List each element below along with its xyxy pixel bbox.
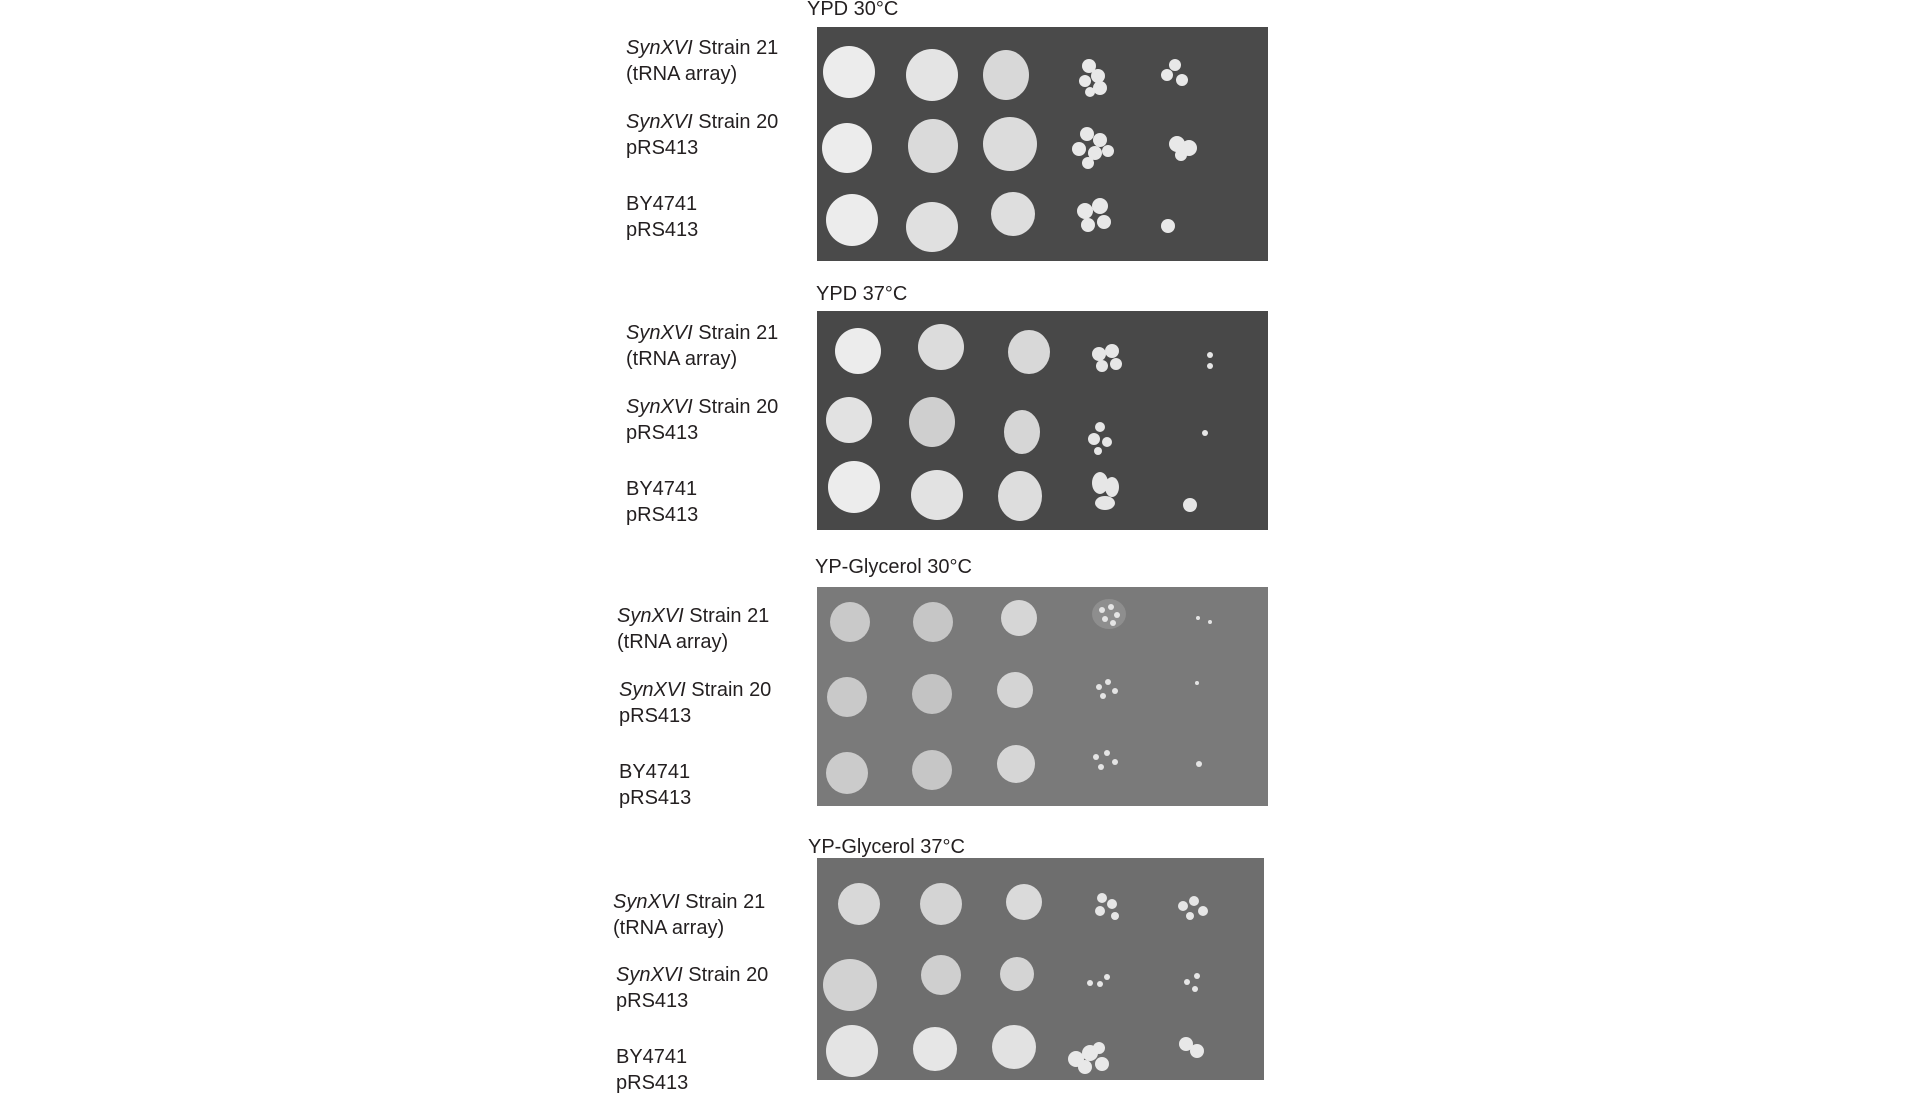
colony	[1196, 761, 1202, 767]
strain-name-italic: SynXVI	[619, 679, 686, 701]
colony-spots	[817, 587, 1268, 806]
strain-label-by4741	[626, 191, 698, 243]
colony	[1095, 496, 1115, 510]
colony	[1093, 133, 1107, 147]
colony-spot	[912, 674, 952, 714]
strain-plasmid: pRS413	[626, 504, 699, 526]
colony-spot	[921, 955, 961, 995]
strain-plasmid: pRS413	[619, 787, 692, 809]
colony-spot	[983, 117, 1037, 171]
strain-name-rest: Strain 20	[682, 964, 769, 986]
colony-spot	[997, 672, 1033, 708]
colony	[1097, 215, 1111, 229]
colony-spot	[912, 750, 952, 790]
colony	[1094, 447, 1102, 455]
strain-plasmid: pRS413	[626, 137, 699, 159]
colony	[1104, 974, 1110, 980]
strain-plasmid: pRS413	[626, 422, 699, 444]
colony	[1186, 912, 1194, 920]
colony	[1169, 59, 1181, 71]
colony-spot	[838, 883, 880, 925]
colony	[1110, 620, 1116, 626]
colony-spot	[1000, 957, 1034, 991]
colony-spot	[826, 752, 868, 794]
strain-label-strain21	[613, 889, 765, 941]
colony-spots	[817, 858, 1264, 1080]
colony	[1077, 203, 1093, 219]
panel-title-ypglycerol-37: YP-Glycerol 37°C	[808, 836, 965, 858]
colony	[1112, 688, 1118, 694]
colony	[1095, 1057, 1109, 1071]
strain-name-italic: SynXVI	[626, 322, 693, 344]
strain-name-rest: Strain 21	[683, 605, 770, 627]
colony	[1208, 620, 1212, 624]
colony-spot	[918, 324, 964, 370]
colony	[1096, 684, 1102, 690]
strain-plasmid: (tRNA array)	[626, 348, 738, 370]
colony	[1082, 157, 1094, 169]
strain-name-rest: Strain 20	[685, 679, 772, 701]
colony	[1110, 358, 1122, 370]
plate-photo-ypd-37	[817, 311, 1268, 530]
colony-spots	[817, 311, 1268, 530]
colony	[1189, 896, 1199, 906]
strain-name-rest: BY4741	[619, 761, 691, 783]
colony	[1175, 149, 1187, 161]
colony-spot	[997, 745, 1035, 783]
plate-photo-ypd-30	[817, 27, 1268, 261]
colony	[1178, 901, 1188, 911]
colony	[1102, 616, 1108, 622]
colony	[1107, 899, 1117, 909]
strain-plasmid: (tRNA array)	[613, 917, 725, 939]
strain-plasmid: pRS413	[616, 1072, 689, 1094]
colony	[1196, 616, 1200, 620]
colony	[1183, 498, 1197, 512]
colony-spot	[1004, 410, 1040, 454]
strain-name-italic: SynXVI	[626, 111, 693, 133]
strain-plasmid: pRS413	[626, 219, 699, 241]
colony	[1190, 1044, 1204, 1058]
colony-spot	[823, 959, 877, 1011]
strain-label-strain21	[626, 35, 778, 87]
colony-spot	[909, 397, 955, 447]
strain-name-italic: SynXVI	[617, 605, 684, 627]
plate-photo-ypglycerol-30	[817, 587, 1268, 806]
colony	[1091, 69, 1105, 83]
colony-spot	[920, 883, 962, 925]
colony	[1087, 980, 1093, 986]
colony-spot	[826, 397, 872, 443]
plate-background	[817, 27, 1268, 261]
colony	[1092, 347, 1106, 361]
colony	[1207, 352, 1213, 358]
colony	[1105, 679, 1111, 685]
colony	[1099, 607, 1105, 613]
strain-name-rest: Strain 21	[692, 37, 779, 59]
colony-spot	[1008, 330, 1050, 374]
colony-spot	[835, 328, 881, 374]
colony-spot	[992, 1025, 1036, 1069]
colony	[1072, 142, 1086, 156]
colony-spot	[826, 1025, 878, 1077]
colony	[1078, 1060, 1092, 1074]
strain-label-strain20	[626, 394, 778, 446]
strain-label-by4741	[616, 1044, 688, 1096]
colony	[1097, 981, 1103, 987]
colony	[1114, 612, 1120, 618]
colony-spot	[906, 202, 958, 252]
strain-label-strain20	[626, 109, 778, 161]
colony-spot	[906, 49, 958, 101]
panel-title-ypd-37: YPD 37°C	[816, 283, 908, 305]
colony	[1100, 693, 1106, 699]
colony-spot	[991, 192, 1035, 236]
strain-label-strain21	[617, 603, 769, 655]
colony	[1195, 681, 1199, 685]
plate-photo-ypglycerol-37	[817, 858, 1264, 1080]
strain-plasmid: (tRNA array)	[626, 63, 738, 85]
colony-spot	[830, 602, 870, 642]
colony	[1098, 764, 1104, 770]
colony	[1092, 198, 1108, 214]
strain-plasmid: (tRNA array)	[617, 631, 729, 653]
strain-name-italic: SynXVI	[626, 396, 693, 418]
strain-label-strain21	[626, 320, 778, 372]
colony	[1088, 433, 1100, 445]
panel-title-ypd-30: YPD 30°C	[807, 0, 899, 20]
colony	[1093, 1042, 1105, 1054]
colony-spots	[817, 27, 1268, 261]
strain-name-italic: SynXVI	[626, 37, 693, 59]
colony	[1105, 477, 1119, 497]
strain-plasmid: pRS413	[619, 705, 692, 727]
colony-spot	[998, 471, 1042, 521]
colony-spot	[1001, 600, 1037, 636]
strain-name-rest: Strain 21	[679, 891, 766, 913]
colony	[1096, 360, 1108, 372]
strain-name-rest: BY4741	[626, 478, 698, 500]
colony-spot	[823, 46, 875, 98]
colony	[1095, 906, 1105, 916]
colony	[1192, 986, 1198, 992]
strain-plasmid: pRS413	[616, 990, 689, 1012]
colony-cluster	[1092, 599, 1126, 629]
colony	[1085, 87, 1095, 97]
strain-name-italic: SynXVI	[616, 964, 683, 986]
colony	[1102, 145, 1114, 157]
panel-title-ypglycerol-30: YP-Glycerol 30°C	[815, 556, 972, 578]
colony-spot	[826, 194, 878, 246]
colony-spot	[827, 677, 867, 717]
strain-name-rest: BY4741	[616, 1046, 688, 1068]
strain-name-italic: SynXVI	[613, 891, 680, 913]
colony	[1207, 363, 1213, 369]
colony	[1095, 422, 1105, 432]
colony	[1093, 81, 1107, 95]
strain-label-by4741	[626, 476, 698, 528]
strain-name-rest: Strain 21	[692, 322, 779, 344]
colony-spot	[913, 1027, 957, 1071]
colony-spot	[828, 461, 880, 513]
plate-background	[817, 587, 1268, 806]
colony	[1080, 127, 1094, 141]
colony	[1202, 430, 1208, 436]
colony	[1161, 69, 1173, 81]
colony	[1161, 219, 1175, 233]
colony-spot	[911, 470, 963, 520]
colony-spot	[1006, 884, 1042, 920]
colony	[1105, 344, 1119, 358]
colony	[1081, 218, 1095, 232]
strain-name-rest: Strain 20	[692, 396, 779, 418]
colony	[1112, 759, 1118, 765]
colony	[1176, 74, 1188, 86]
strain-label-strain20	[619, 677, 771, 729]
colony	[1079, 75, 1091, 87]
colony	[1111, 912, 1119, 920]
strain-name-rest: BY4741	[626, 193, 698, 215]
colony	[1108, 604, 1114, 610]
colony	[1184, 979, 1190, 985]
colony	[1102, 437, 1112, 447]
colony	[1104, 750, 1110, 756]
colony-spot	[913, 602, 953, 642]
colony	[1097, 893, 1107, 903]
colony-spot	[822, 123, 872, 173]
colony-spot	[983, 50, 1029, 100]
strain-label-by4741	[619, 759, 691, 811]
colony-spot	[908, 119, 958, 173]
strain-label-strain20	[616, 962, 768, 1014]
strain-name-rest: Strain 20	[692, 111, 779, 133]
colony	[1093, 754, 1099, 760]
colony	[1194, 973, 1200, 979]
colony	[1198, 906, 1208, 916]
